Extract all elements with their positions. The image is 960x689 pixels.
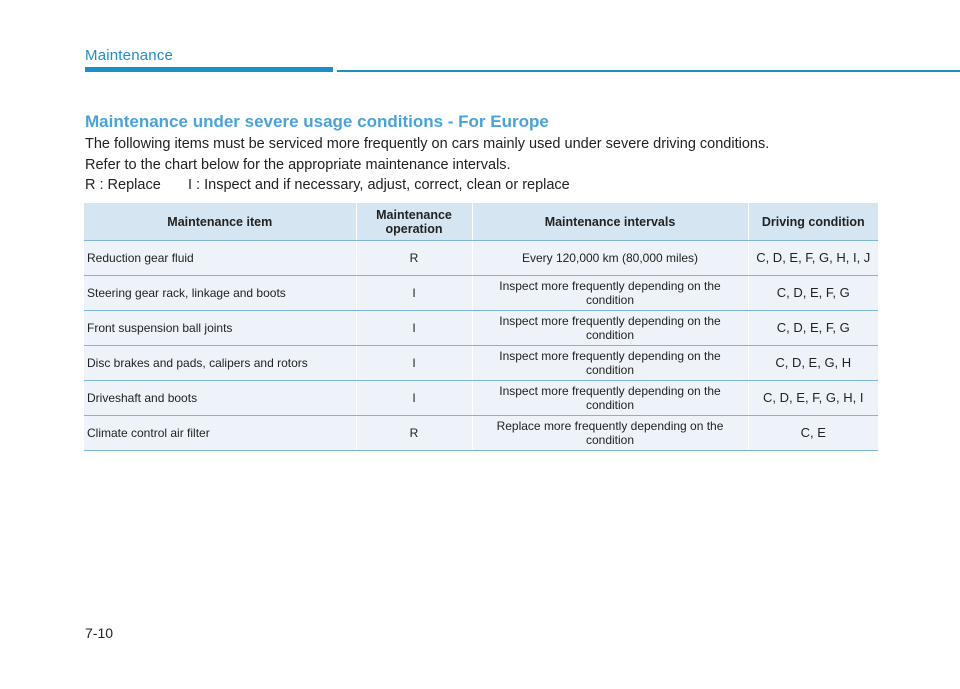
condition-cell: C, E [748, 416, 878, 451]
table-row [84, 416, 878, 451]
operation-cell: I [356, 311, 472, 346]
header-rule-thick [85, 67, 333, 72]
operation-cell: R [356, 416, 472, 451]
condition-cell: C, D, E, F, G, H, I, J [748, 241, 878, 276]
table-row [84, 346, 878, 381]
intro-line-1: The following items must be serviced more frequently on cars mainly used under severe driving conditions. [85, 136, 770, 152]
condition-cell: C, D, E, G, H [748, 346, 878, 381]
table-row [84, 241, 878, 276]
legend-replace: R : Replace [85, 177, 161, 193]
interval-cell: Inspect more frequently depending on the condition [472, 381, 748, 416]
operation-cell: R [356, 241, 472, 276]
item-cell: Front suspension ball joints [84, 311, 356, 346]
operation-cell: I [356, 381, 472, 416]
page-heading: Maintenance under severe usage conditions - For Europe [85, 112, 549, 131]
table-row [84, 276, 878, 311]
condition-cell: C, D, E, F, G [748, 276, 878, 311]
interval-cell: Inspect more frequently depending on the condition [472, 346, 748, 381]
section-label: Maintenance [85, 47, 174, 64]
page-number: 7-10 [85, 625, 114, 641]
maintenance-table [84, 203, 878, 451]
table-row [84, 381, 878, 416]
condition-cell: C, D, E, F, G [748, 311, 878, 346]
header-rule-thin [337, 70, 960, 72]
item-cell: Driveshaft and boots [84, 381, 356, 416]
column-header-condition: Driving condition [748, 203, 878, 241]
item-cell: Steering gear rack, linkage and boots [84, 276, 356, 311]
item-cell: Climate control air filter [84, 416, 356, 451]
interval-cell: Inspect more frequently depending on the condition [472, 276, 748, 311]
interval-cell: Every 120,000 km (80,000 miles) [472, 241, 748, 276]
item-cell: Disc brakes and pads, calipers and rotors [84, 346, 356, 381]
table-row [84, 311, 878, 346]
item-cell: Reduction gear fluid [84, 241, 356, 276]
interval-cell: Inspect more frequently depending on the condition [472, 311, 748, 346]
column-header-item: Maintenance item [84, 203, 356, 241]
condition-cell: C, D, E, F, G, H, I [748, 381, 878, 416]
operation-cell: I [356, 346, 472, 381]
column-header-operation: Maintenance operation [356, 203, 472, 241]
table-header-row [84, 203, 878, 241]
legend-inspect: I : Inspect and if necessary, adjust, correct, clean or replace [188, 177, 570, 193]
operation-cell: I [356, 276, 472, 311]
column-header-intervals: Maintenance intervals [472, 203, 748, 241]
interval-cell: Replace more frequently depending on the condition [472, 416, 748, 451]
intro-line-2: Refer to the chart below for the appropriate maintenance intervals. [85, 157, 511, 173]
